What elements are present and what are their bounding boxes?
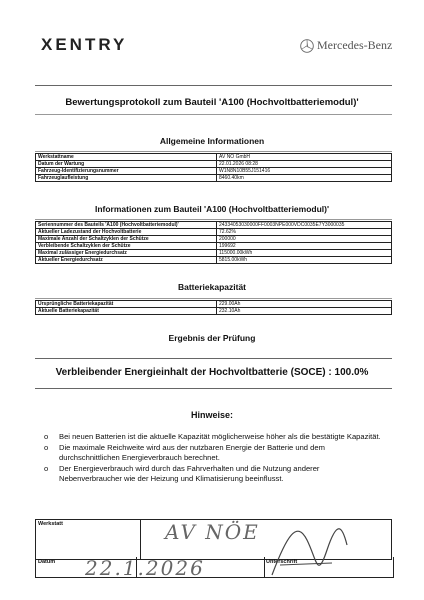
capacity-table xyxy=(35,300,392,315)
signature-scribble xyxy=(262,515,352,590)
date-label: Datum xyxy=(38,559,56,565)
table-row xyxy=(36,168,392,175)
soce-rule-top xyxy=(35,358,392,359)
row-value: 115000.00kWh xyxy=(217,250,392,257)
table-row xyxy=(36,243,392,250)
note-item xyxy=(44,432,384,443)
soce-result: Verbleibender Energieinhalt der Hochvoltbatterie (SOCE) : 100.0% xyxy=(55,367,369,378)
component-info-heading: Informationen zum Bauteil 'A100 (Hochvoltbatteriemodul)' xyxy=(94,204,330,214)
general-rule xyxy=(35,151,392,152)
row-label: Maximal zulässiger Energiedurchsatz xyxy=(36,250,217,257)
table-row xyxy=(36,308,392,315)
general-info-heading: Allgemeine Informationen xyxy=(159,136,265,146)
row-value: 232.10Ah xyxy=(217,308,392,315)
row-value: 199692 xyxy=(217,243,392,250)
header-rule xyxy=(35,85,392,86)
handwritten-date: 22.1.2026 xyxy=(85,556,205,580)
table-row xyxy=(36,175,392,182)
notes-heading: Hinweise: xyxy=(190,410,233,420)
table-row xyxy=(36,222,392,229)
row-value: 8460.40km xyxy=(217,175,392,182)
row-label: Fahrzeuglaufleistung xyxy=(36,175,217,182)
row-label: Werkstattname xyxy=(36,154,217,161)
row-value: 200000 xyxy=(217,236,392,243)
signature-label: Unterschrift xyxy=(266,559,298,565)
bullet: o xyxy=(44,442,49,452)
row-value: W1N8N10B55J151416 xyxy=(217,168,392,175)
row-label: Seriennummer des Bauteils 'A100 (Hochvoltbatteriemodul)' xyxy=(36,222,217,229)
row-label: Fahrzeug-Identifizierungsnummer xyxy=(36,168,217,175)
note-text: Die maximale Reichweite wird aus der nutzbaren Energie der Batterie und dem durchschnittlichen Energieverbrauch berechnet. xyxy=(59,442,325,462)
soce-rule-bottom xyxy=(35,388,392,389)
row-value: AV NÖ GmbH xyxy=(217,154,392,161)
bullet: o xyxy=(44,463,49,473)
row-value: 22.01.2026 08:28 xyxy=(217,161,392,168)
row-value: 229.00Ah xyxy=(217,301,392,308)
table-row xyxy=(36,257,392,264)
row-value: 24334053030000FF0003NPE000VDC0035E7Y3000035 xyxy=(217,222,392,229)
row-label: Datum der Wartung xyxy=(36,161,217,168)
capacity-heading: Batteriekapazität xyxy=(177,282,247,292)
table-row xyxy=(36,250,392,257)
mercedes-benz-logo xyxy=(300,38,392,53)
note-text: Der Energieverbrauch wird durch das Fahrverhalten und die Nutzung anderer Nebenverbraucher wie der Heizung und Klimatisierung beeinflusst. xyxy=(59,463,320,483)
table-row xyxy=(36,301,392,308)
bullet: o xyxy=(44,432,49,441)
row-value: 72.62% xyxy=(217,229,392,236)
note-item xyxy=(44,464,384,485)
component-info-table xyxy=(35,221,392,264)
notes-list xyxy=(44,432,384,485)
xentry-logo: XENTRY xyxy=(41,35,128,54)
note-text: Bei neuen Batterien ist die aktuelle Kapazität möglicherweise höher als die bestätigte Kapazität. xyxy=(59,432,381,441)
table-row xyxy=(36,161,392,168)
result-heading: Ergebnis der Prüfung xyxy=(168,333,256,343)
workshop-label: Werkstatt xyxy=(36,520,141,560)
row-label: Aktuelle Batteriekapazität xyxy=(36,308,217,315)
row-label: Aktueller Ladezustand der Hochvoltbatterie xyxy=(36,229,217,236)
note-item xyxy=(44,443,384,464)
mercedes-benz-wordmark: Mercedes-Benz xyxy=(317,38,393,52)
table-row xyxy=(36,154,392,161)
table-row xyxy=(36,229,392,236)
row-label: Ursprüngliche Batteriekapazität xyxy=(36,301,217,308)
general-info-table xyxy=(35,153,392,182)
row-label: Aktueller Energiedurchsatz xyxy=(36,257,217,264)
document-title: Bewertungsprotokoll zum Bauteil 'A100 (Hochvoltbatteriemodul)' xyxy=(65,97,359,108)
title-rule xyxy=(35,114,392,115)
mercedes-star-icon xyxy=(300,39,314,53)
row-label: Verbleibende Schaltzyklen der Schütze xyxy=(36,243,217,250)
row-label: Maximale Anzahl der Schaltzyklen der Schütze xyxy=(36,236,217,243)
capacity-rule xyxy=(35,298,392,299)
row-value: 5815.00kWh xyxy=(217,257,392,264)
table-row xyxy=(36,236,392,243)
component-rule xyxy=(35,219,392,220)
handwritten-workshop: AV NÖE xyxy=(165,520,260,544)
